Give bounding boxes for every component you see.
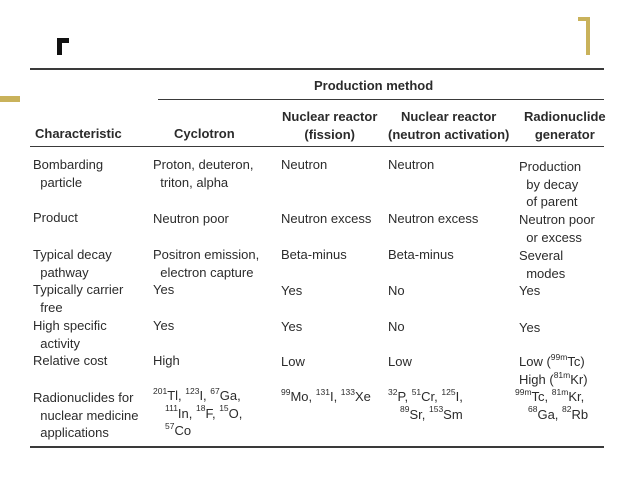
cell-activation: No: [388, 283, 405, 298]
isotope-symbol: Kr,: [568, 389, 585, 404]
isotope-mass: 81m: [551, 386, 569, 397]
nuclide-line: [153, 387, 241, 405]
row-label-specific-activity: High specific activity: [33, 318, 107, 351]
nuclide-line: [165, 422, 191, 440]
row-label-decay-pathway: Typical decay pathway: [33, 247, 112, 280]
nuclide-line: [281, 388, 371, 406]
cell-activation: Neutron: [388, 157, 435, 172]
column-header-activation: Nuclear reactor (neutron activation): [388, 109, 510, 142]
isotope-symbol: Sr,: [409, 406, 429, 422]
cell-fission: Neutron excess: [281, 211, 372, 226]
cell-generator-low: [519, 353, 585, 371]
isotope-symbol: Cr,: [421, 389, 442, 404]
group-header-rule: [158, 99, 604, 100]
column-header-characteristic: Characteristic: [35, 126, 122, 141]
row-label-relative-cost: Relative cost: [33, 353, 108, 368]
isotope-mass: 99m: [515, 386, 532, 397]
isotope-mass: 89: [400, 404, 410, 415]
cell-cyclotron: Yes: [153, 318, 175, 333]
cell-activation: No: [388, 319, 405, 334]
isotope-mass: 51: [411, 386, 422, 397]
table-top-rule: [30, 68, 604, 70]
isotope-mass: 111: [165, 403, 178, 414]
column-header-cyclotron: Cyclotron: [174, 126, 235, 141]
cell-generator: Production by decay of parent: [519, 159, 582, 209]
isotope-symbol: O,: [228, 405, 243, 421]
isotope-mass: 125: [441, 386, 456, 397]
isotope-mass: 201: [153, 385, 168, 396]
accent-bar-left: [0, 96, 20, 102]
generator-high-text: High (: [519, 372, 554, 387]
isotope-mass: 99m: [550, 351, 568, 362]
isotope-mass: 131: [315, 386, 330, 397]
cell-cyclotron: Neutron poor: [153, 211, 229, 226]
isotope-mass: 15: [219, 403, 229, 414]
cell-fission: Neutron: [281, 157, 328, 172]
table-bottom-rule: [30, 446, 604, 448]
isotope-mass: 18: [196, 403, 206, 414]
nuclide-line: [528, 406, 588, 424]
column-header-generator: Radionuclide generator: [524, 109, 606, 142]
isotope-mass: 123: [185, 385, 200, 396]
cell-generator: Yes: [519, 320, 541, 335]
cell-cyclotron: High: [153, 353, 180, 368]
cell-cyclotron: Yes: [153, 282, 175, 297]
cell-fission: Yes: [281, 319, 303, 334]
row-label-bombarding-particle: Bombarding particle: [33, 157, 104, 190]
cell-fission: Beta-minus: [281, 247, 347, 262]
header-bottom-rule: [30, 146, 604, 147]
isotope-mass: 32: [388, 386, 398, 397]
column-header-fission: Nuclear reactor (fission): [282, 109, 378, 142]
cell-generator: Yes: [519, 283, 541, 298]
nuclide-line: [388, 388, 463, 406]
isotope-symbol: Sm: [443, 406, 463, 422]
cell-activation: Beta-minus: [388, 247, 454, 262]
corner-bracket-top-left: [57, 38, 69, 55]
isotope-symbol: Ga,: [537, 406, 563, 422]
cell-fission: Low: [281, 354, 305, 369]
isotope-symbol: Xe: [354, 389, 371, 404]
cell-activation: Low: [388, 354, 412, 369]
cell-cyclotron: Proton, deuteron, triton, alpha: [153, 157, 254, 190]
cell-fission: Yes: [281, 283, 303, 298]
cell-activation: Neutron excess: [388, 211, 479, 226]
row-label-carrier-free: Typically carrier free: [33, 282, 124, 315]
isotope-symbol: Rb: [571, 406, 589, 422]
isotope-symbol: Tl,: [167, 388, 186, 403]
nuclide-line: [515, 388, 584, 406]
isotope-symbol: I,: [455, 389, 463, 404]
cell-generator-high: [519, 371, 588, 389]
generator-low-text: Low (: [519, 354, 551, 369]
isotope-mass: 133: [340, 386, 355, 397]
cell-cyclotron: Positron emission, electron capture: [153, 247, 260, 280]
isotope-symbol: Ga,: [219, 388, 241, 403]
nuclide-line: [400, 406, 463, 424]
generator-high-isotope: Kr): [570, 372, 588, 387]
isotope-mass: 67: [210, 385, 220, 396]
isotope-mass: 82: [562, 404, 572, 415]
isotope-symbol: P,: [397, 389, 412, 404]
row-label-radionuclides: Radionuclides for nuclear medicine applications: [33, 390, 139, 440]
nuclide-line: [165, 405, 242, 423]
isotope-mass: 99: [281, 386, 291, 397]
row-label-product: Product: [33, 210, 78, 225]
isotope-mass: 81m: [553, 369, 571, 380]
isotope-symbol: Tc,: [531, 389, 552, 404]
cell-generator: Neutron poor or excess: [519, 212, 595, 245]
isotope-mass: 57: [165, 420, 175, 431]
isotope-symbol: F,: [205, 405, 220, 421]
isotope-symbol: I,: [329, 389, 341, 404]
generator-low-isotope: Tc): [567, 354, 585, 369]
corner-bracket-top-right: [578, 17, 590, 55]
isotope-symbol: Mo,: [290, 389, 316, 404]
isotope-symbol: Co: [174, 423, 192, 438]
group-header-production-method: Production method: [314, 78, 434, 93]
isotope-mass: 68: [528, 404, 538, 415]
isotope-symbol: In,: [177, 405, 196, 421]
isotope-mass: 153: [428, 404, 444, 415]
isotope-symbol: I,: [199, 388, 211, 403]
cell-generator: Several modes: [519, 248, 566, 281]
